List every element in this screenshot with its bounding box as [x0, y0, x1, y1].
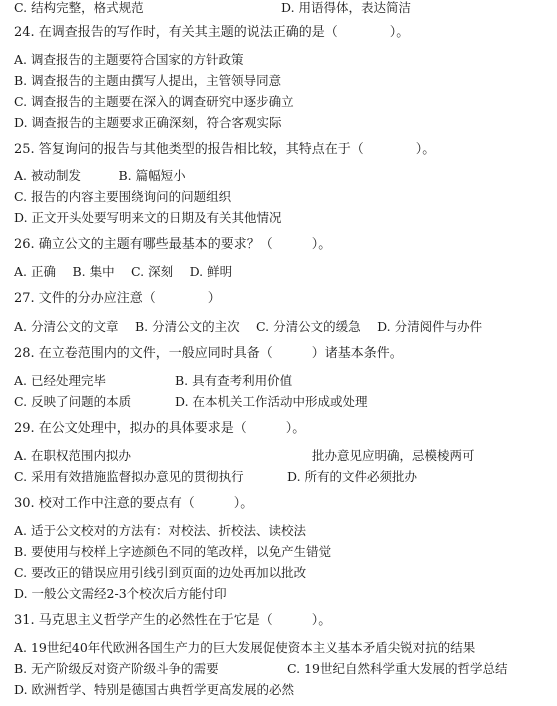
question-stem: 30. 校对工作中注意的要点有（ ）。: [14, 496, 254, 511]
option-line: A. 在职权范围内拟办: [14, 448, 131, 463]
question-stem: 25. 答复询问的报告与其他类型的报告相比较，其特点在于（ ）。: [14, 142, 436, 157]
option-line: A. 分清公文的文章 B. 分清公文的主次 C. 分清公文的缓急 D. 分清阅件与办件: [14, 319, 483, 334]
option-line: A. 调查报告的主题要符合国家的方针政策: [14, 52, 244, 67]
option-right-column: D. 所有的文件必须批办: [287, 469, 418, 484]
option-line: A. 被动制发 B. 篇幅短小: [14, 168, 186, 183]
question-stem: 24. 在调查报告的写作时，有关其主题的说法正确的是（ ）。: [14, 25, 410, 40]
option-line: B. 调查报告的主题由撰写人提出，主管领导同意: [14, 73, 282, 88]
option-line: D. 一般公文需经2-3个校次后方能付印: [14, 586, 227, 601]
question-stem: 28. 在立卷范围内的文件，一般应同时具备（ ）诸基本条件。: [14, 346, 403, 361]
option-right-column: 批办意见应明确，忌模棱两可: [312, 448, 475, 463]
question-stem: 29. 在公文处理中，拟办的具体要求是（ ）。: [14, 421, 306, 436]
question-stem: 27. 文件的分办应注意（ ）: [14, 291, 221, 306]
option-line: C. 反映了问题的本质: [14, 394, 132, 409]
option-line: A. 正确 B. 集中 C. 深刻 D. 鲜明: [14, 264, 233, 279]
option-line: D. 调查报告的主题要求正确深刻，符合客观实际: [14, 115, 282, 130]
option-right-column: B. 具有查考利用价值: [175, 373, 293, 388]
option-right-column: D. 用语得体，表达简洁: [281, 0, 412, 15]
question-stem: 26. 确立公文的主题有哪些最基本的要求？（ ）。: [14, 237, 332, 252]
option-right-column: C. 19世纪自然科学重大发展的哲学总结: [287, 661, 508, 676]
option-line: A. 已经处理完毕: [14, 373, 106, 388]
option-line: C. 调查报告的主题要在深入的调查研究中逐步确立: [14, 94, 294, 109]
question-stem: 31. 马克思主义哲学产生的必然性在于它是（ ）。: [14, 613, 332, 628]
option-line: D. 正文开头处要写明来文的日期及有关其他情况: [14, 210, 282, 225]
option-line: C. 报告的内容主要围绕询问的问题组织: [14, 189, 232, 204]
option-line: A. 适于公文校对的方法有：对校法、折校法、读校法: [14, 523, 306, 538]
option-line: C. 采用有效措施监督拟办意见的贯彻执行: [14, 469, 244, 484]
option-line: D. 欧洲哲学、特别是德国古典哲学更高发展的必然: [14, 682, 295, 697]
option-line: C. 要改正的错误应用引线引到页面的边处再加以批改: [14, 565, 307, 580]
option-line: A. 19世纪40年代欧洲各国生产力的巨大发展促使资本主义基本矛盾尖锐对抗的结果: [14, 640, 476, 655]
option-right-column: D. 在本机关工作活动中形成或处理: [175, 394, 368, 409]
option-line: B. 要使用与校样上字迹颜色不同的笔改样，以免产生错觉: [14, 544, 332, 559]
option-line: B. 无产阶级反对资产阶级斗争的需要: [14, 661, 219, 676]
option-line: C. 结构完整，格式规范: [14, 0, 144, 15]
